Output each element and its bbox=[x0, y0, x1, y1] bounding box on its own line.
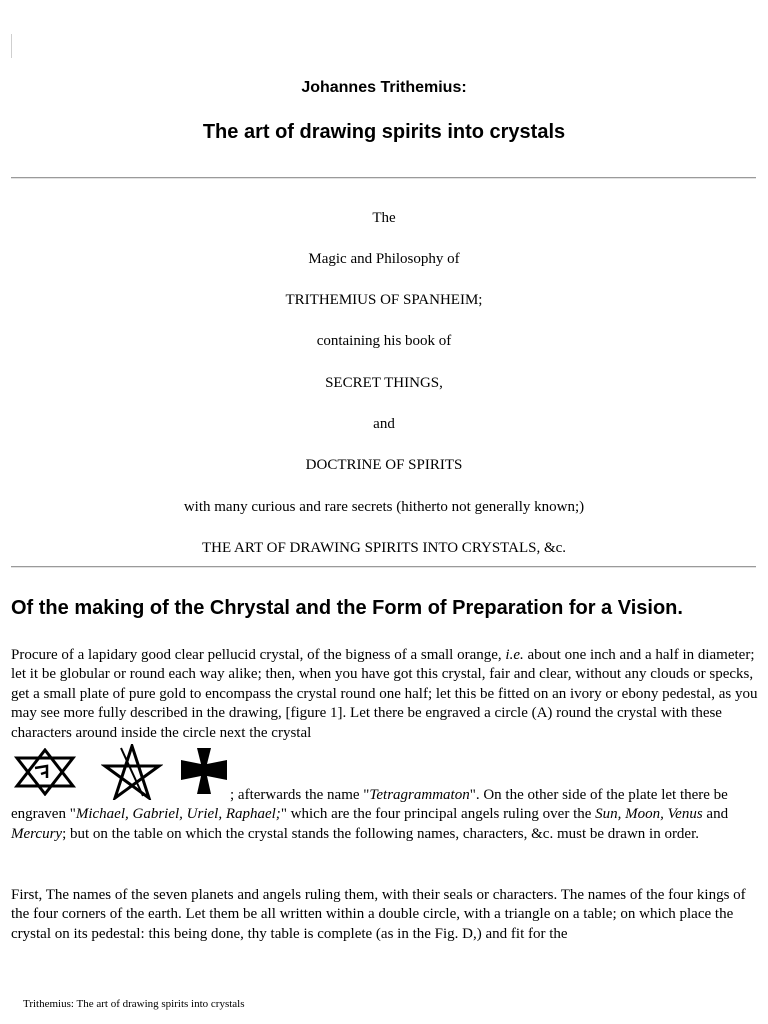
section-heading: Of the making of the Chrystal and the Form of Preparation for a Vision. bbox=[11, 597, 683, 619]
title-page-line-5: SECRET THINGS, bbox=[325, 375, 443, 391]
title-page-line-2: Magic and Philosophy of bbox=[308, 251, 460, 267]
p2-text-2: ". On the other side of the plate let there be engraven " bbox=[11, 787, 728, 823]
page-title: The art of drawing spirits into crystals bbox=[202, 121, 566, 143]
paragraph-3: First, The names of the seven planets and angels ruling them, with their seals or characters. The names of the four kings of the four corners of the earth. Let them be all written within a double circle, with a triangle on a table; on which place the crystal on its pedestal: this being done, thy table is complete (as in the Fig. D,) and fit for the bbox=[11, 887, 746, 942]
title-page-line-3: TRITHEMIUS OF SPANHEIM; bbox=[285, 292, 483, 308]
p2-italic-4: Mercury bbox=[11, 825, 63, 842]
author-heading: Johannes Trithemius: bbox=[301, 79, 467, 96]
p2-text-4: and bbox=[702, 806, 729, 823]
divider-middle bbox=[11, 566, 756, 568]
title-page-line-6: and bbox=[373, 416, 395, 432]
p2-italic-3: Sun, Moon, Venus bbox=[595, 806, 703, 823]
p2-italic-1: Tetragrammaton bbox=[369, 787, 470, 803]
title-page-line-7: DOCTRINE OF SPIRITS bbox=[305, 457, 463, 473]
p2-text-1: ; afterwards the name " bbox=[230, 787, 370, 803]
p1-italic-1: i.e. bbox=[505, 647, 524, 663]
title-page-line-8: with many curious and rare secrets (hitherto not generally known;) bbox=[183, 499, 585, 515]
divider-top bbox=[11, 177, 756, 179]
paragraph-2 bbox=[11, 786, 759, 844]
p1-text-2: about one inch and a half in diameter; let it be globular or round each way alike; then, when you have got this crystal, fair and clear, without any clouds or specks, get a small plate of pure gold to encompass the crystal round one half; let this be fitted on an ivory or ebony pedestal, as you may see more fully described in the drawing, [figure 1]. Let there be engraved a circle (A) round the crystal with these characters around inside the circle next the crystal bbox=[11, 647, 758, 741]
paragraph-1 bbox=[11, 646, 759, 743]
p1-text-1: Procure of a lapidary good clear pellucid crystal, of the bigness of a small orange, bbox=[11, 647, 506, 663]
page-footer: Trithemius: The art of drawing spirits into crystals bbox=[23, 998, 245, 1010]
p2-italic-2: Michael, Gabriel, Uriel, Raphael; bbox=[75, 806, 281, 823]
p2-text-5: ; but on the table on which the crystal stands the following names, characters, &c. must be drawn in order. bbox=[62, 825, 700, 842]
title-page-line-1: The bbox=[372, 210, 396, 226]
p2-text-3: " which are the four principal angels ruling over the bbox=[280, 806, 596, 823]
title-page-line-4: containing his book of bbox=[316, 333, 452, 349]
title-page-line-9: THE ART OF DRAWING SPIRITS INTO CRYSTALS, &c. bbox=[201, 540, 567, 556]
text-cursor bbox=[11, 34, 12, 58]
